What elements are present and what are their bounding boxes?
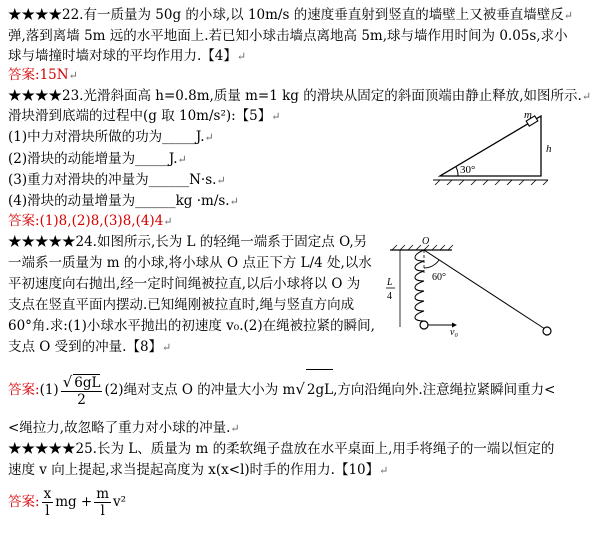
return-icon: ↵ xyxy=(379,464,389,477)
q23-sub-4: (4)滑块的动量增量为______kg ·m/s.↵ xyxy=(8,193,239,209)
fraction-x-over-l: $\frac{x}{l}$ xyxy=(43,486,52,519)
q24-line-5: 60°角.求:(1)小球水平抛出的初速度 v₀.(2)在绳被拉紧的瞬间, xyxy=(8,318,375,334)
fraction-m-over-l: $\frac{m}{l}$ xyxy=(96,486,110,519)
answer-label: 答案: xyxy=(8,213,40,229)
incline-mass-label: m xyxy=(524,110,532,121)
pendulum-figure xyxy=(382,235,557,345)
q24-answer-line-2: <绳拉力,故忽略了重力对小球的冲量.↵ xyxy=(8,420,240,436)
answer-text: 15N xyxy=(39,67,69,83)
coiled-rope xyxy=(415,250,424,321)
q22-line-3: 球与墙撞时墙对球的平均作用力.【4】↵ xyxy=(8,48,247,64)
return-icon: ↵ xyxy=(563,9,573,22)
q24-line-2: 一端系一质量为 m 的小球,将小球从 O 点正下方 L/4 处,以水 xyxy=(8,255,372,271)
return-icon: ↵ xyxy=(163,215,173,228)
q25-answer: 答案: $\frac{x}{l}$ mg + $\frac{m}{l}$ v² xyxy=(8,486,127,519)
return-icon: ↵ xyxy=(162,341,172,354)
q24-line-1: ★★★★★24.如图所示,长为 L 的轻绳一端系于固定点 O,另 xyxy=(8,234,368,250)
q25-line-1: ★★★★★25.长为 L、质量为 m 的柔软绳子盘放在水平桌面上,用手将绳子的一端以恒定的 xyxy=(8,441,555,457)
q22-line-2: 弹,落到离墙 5m 远的水平地面上.若已知小球击墙点离地高 5m,球与墙作用时间为 0.05s,求小 xyxy=(8,28,568,44)
q23-answer xyxy=(8,213,173,230)
q24-answer: 答案:(1) $\frac{√ 6gL}{2}$ (2)绳对支点 O 的冲量大小为 m√ 2gL,方向沿绳向外.注意绳拉紧瞬间重力< xyxy=(8,369,556,410)
return-icon: ↵ xyxy=(229,195,239,208)
incline-height-label: h xyxy=(546,143,552,155)
q22-answer xyxy=(8,67,78,84)
answer-label: 答案: xyxy=(8,494,40,510)
answer-text: (1)8,(2)8,(3)8,(4)4 xyxy=(39,213,164,229)
incline-angle-label: 30° xyxy=(460,164,476,176)
length-label-4: 4 xyxy=(387,291,392,302)
incline-triangle xyxy=(440,116,541,176)
q23-sub-1: (1)中力对滑块所做的功为_____J.↵ xyxy=(8,129,214,145)
answer-label: 答案: xyxy=(8,382,40,398)
q23-sub-2: (2)滑块的动能增量为_____J.↵ xyxy=(8,151,187,167)
return-icon: ↵ xyxy=(271,110,281,123)
length-label-l: L xyxy=(387,277,393,288)
q23-sub-3: (3)重力对滑块的冲量为______N·s.↵ xyxy=(8,172,226,188)
angle-label: 60° xyxy=(432,272,446,283)
q24-line-6: 支点 O 受到的冲量.【8】↵ xyxy=(8,339,172,355)
answer-label: 答案: xyxy=(8,67,40,83)
taut-rope xyxy=(424,250,545,329)
q24-line-4: 支点在竖直平面内摆动.已知绳刚被拉直时,绳与竖直方向成 xyxy=(8,297,355,313)
q23-line-2: 滑块滑到底端的过程中(g 取 10m/s²):【5】↵ xyxy=(8,108,281,124)
return-icon: ↵ xyxy=(68,69,78,82)
ball-end xyxy=(543,327,551,335)
q25-line-2: 速度 v 向上提起,求当提起高度为 x(x<l)时手的作用力.【10】↵ xyxy=(8,462,389,478)
pivot-label: O xyxy=(422,236,430,247)
q22-line-1: ★★★★22.有一质量为 50g 的小球,以 10m/s 的速度垂直射到竖直的墙壁上又被垂直墙壁反↵ xyxy=(8,7,573,23)
return-icon: ↵ xyxy=(236,50,247,63)
q24-line-3: 平初速度向右抛出,经一定时间绳被拉直,以后小球将以 O 为 xyxy=(8,276,361,292)
incline-figure xyxy=(428,110,558,185)
return-icon: ↵ xyxy=(581,90,592,103)
velocity-label: v₀ xyxy=(450,327,458,338)
sqrt-2gl: 2gL xyxy=(306,369,333,410)
return-icon: ↵ xyxy=(177,153,187,166)
q23-line-1: ★★★★23.光滑斜面高 h=0.8m,质量 m=1 kg 的滑块从固定的斜面顶端由静止释放,如图所示.↵ xyxy=(8,88,592,104)
fraction-sqrt-6gl-over-2: $\frac{√ 6gL}{2}$ xyxy=(62,372,101,408)
ball-start xyxy=(420,321,428,329)
return-icon: ↵ xyxy=(230,422,240,435)
return-icon: ↵ xyxy=(216,174,226,187)
return-icon: ↵ xyxy=(204,131,214,144)
